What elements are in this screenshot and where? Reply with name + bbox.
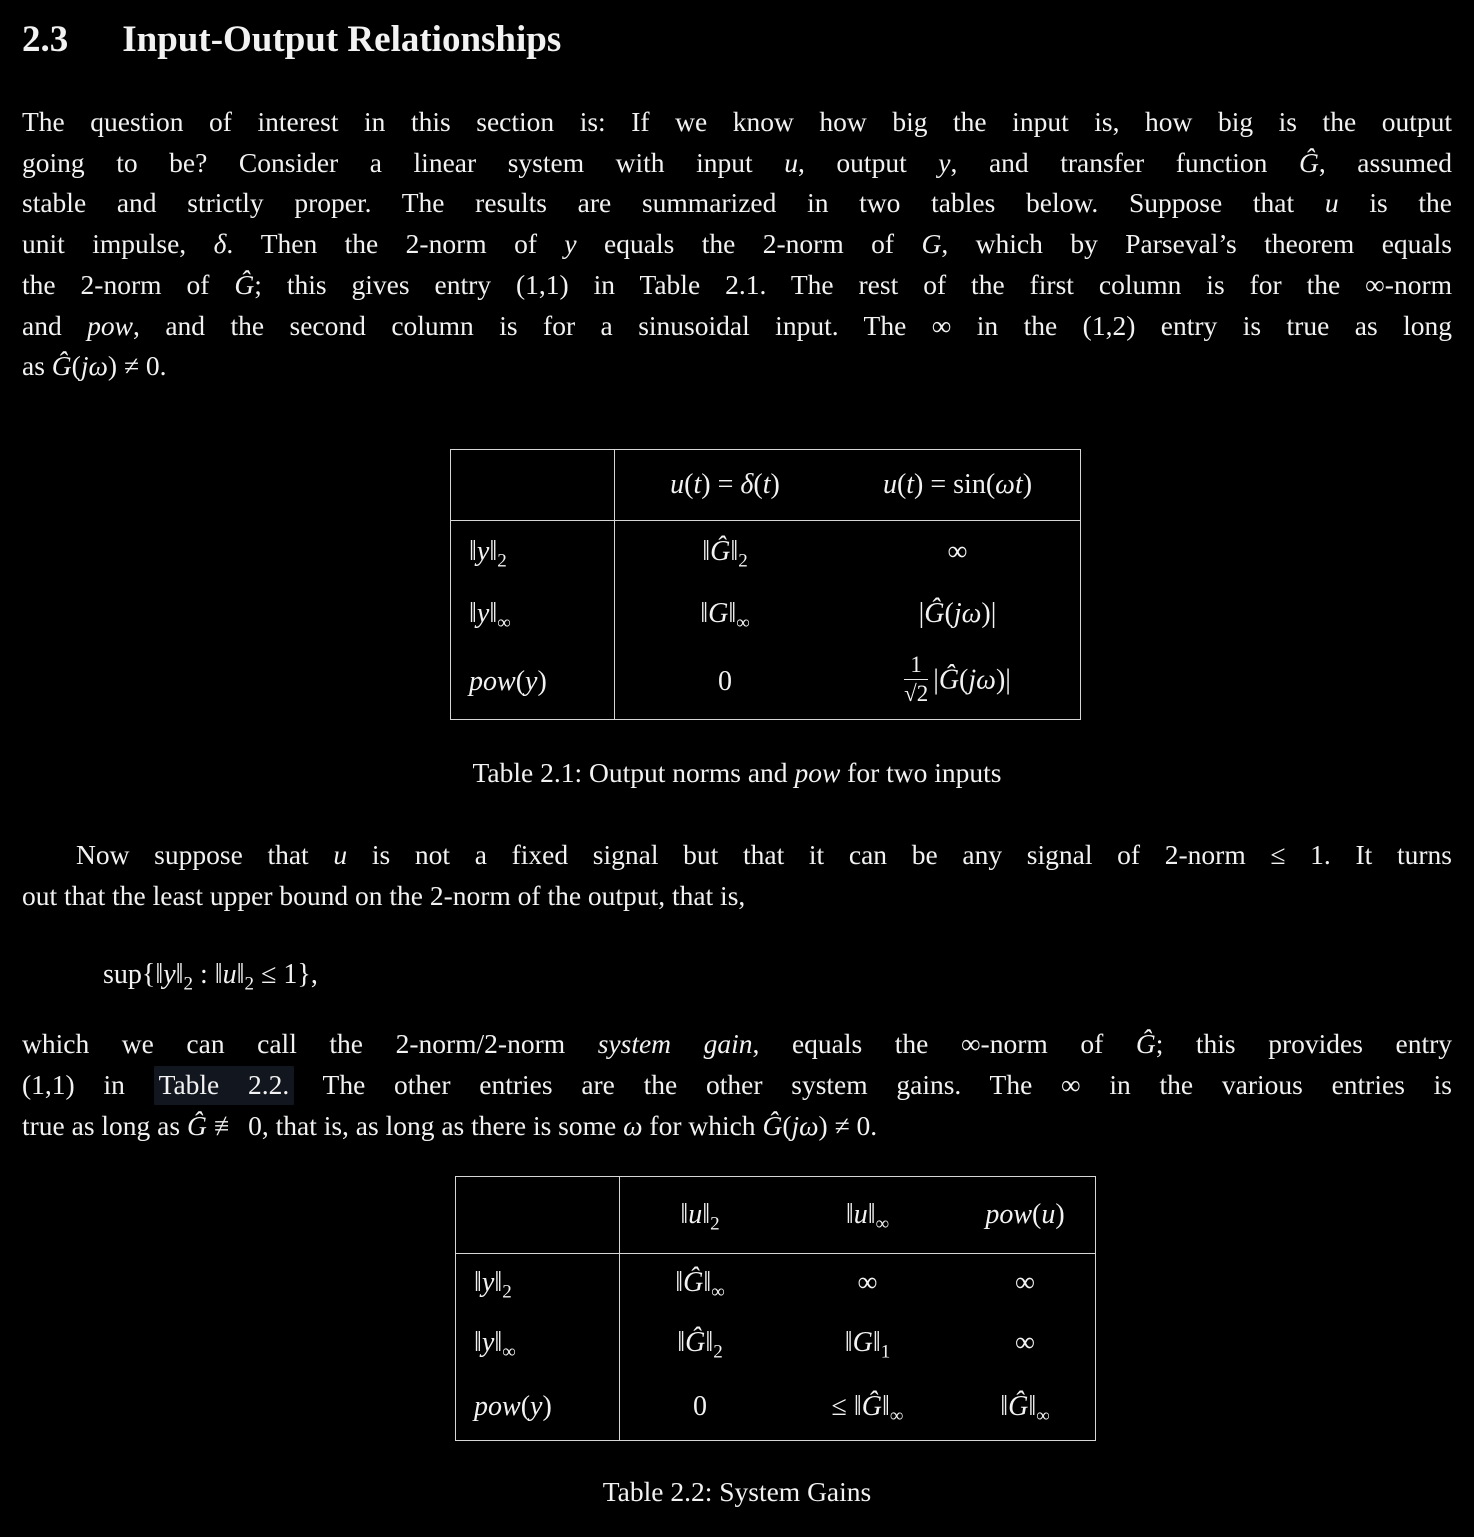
paragraph-line: out that the least upper bound on the 2-norm of the output, that is, — [22, 879, 746, 911]
table-row — [456, 1374, 1096, 1441]
paragraph-3 — [22, 1024, 1452, 1146]
paragraph-line: unit impulse, δ. Then the 2-norm of y equals the 2-norm of G, which by Parseval’s theorem equals — [22, 228, 1452, 260]
column-header: u(t) = δ(t) — [615, 449, 836, 520]
table-row — [456, 1312, 1096, 1374]
table-cell: $‖G‖_\infty$ — [700, 597, 750, 634]
table-cell: $‖Ĝ‖_\infty$ — [1000, 1391, 1050, 1428]
row-label: $‖y‖_2$ — [451, 520, 615, 583]
table-cell: $‖Ĝ‖_2$ — [677, 1327, 723, 1364]
table-row — [451, 520, 1081, 583]
table-header-row — [451, 449, 1081, 520]
section-title: Input-Output Relationships — [122, 19, 562, 60]
row-label: $‖y‖_\infty$ — [456, 1312, 620, 1374]
column-header: pow(u) — [955, 1177, 1096, 1254]
table-cell: ∞ — [857, 1267, 878, 1299]
paragraph-line: going to be? Consider a linear system with input u, output y, and transfer function Ĝ, assumed — [22, 146, 1453, 178]
table-cell: ∞ — [947, 535, 968, 567]
table-2-2-caption: Table 2.2: System Gains — [602, 1476, 872, 1508]
table-row — [451, 645, 1081, 720]
paragraph-line: the 2-norm of Ĝ; this gives entry (1,1) in Table 2.1. The rest of the first column is for the ∞-norm — [22, 268, 1452, 300]
paragraph-1 — [22, 102, 1452, 387]
table-cell: ≤ $‖Ĝ‖_\infty$ — [831, 1391, 904, 1428]
table-cell: $\frac{1}{√2}$ |Ĝ(jω)| — [904, 652, 1011, 707]
document-page — [0, 18, 1474, 1509]
table-row — [456, 1254, 1096, 1313]
row-label: pow(y) — [451, 645, 615, 720]
column-header: $‖u‖_\infty$ — [780, 1177, 955, 1254]
table-cell: $‖Ĝ‖_\infty$ — [675, 1267, 725, 1304]
table-cell: 0 — [693, 1391, 707, 1423]
table-2-1-caption: Table 2.1: Output norms and pow for two inputs — [472, 756, 1002, 788]
paragraph-line: Now suppose that u is not a fixed signal but that it can be any signal of 2-norm ≤ 1. It turns — [76, 838, 1452, 870]
table-cell: 0 — [718, 665, 732, 697]
table-2-1 — [450, 449, 1081, 720]
table-2-2-link[interactable]: Table 2.2. — [154, 1066, 295, 1105]
inline-equation: $sup\{‖y‖_2$ : $‖u‖_2 \le 1$}, — [103, 959, 318, 995]
table-header-row — [456, 1177, 1096, 1254]
paragraph-line: (1,1) in Table 2.2. The other entries are the other system gains. The ∞ in the various entries is — [22, 1065, 1452, 1106]
row-label: $‖y‖_2$ — [456, 1254, 620, 1313]
paragraph-line: which we can call the 2-norm/2-norm system gain, equals the ∞-norm of Ĝ; this provides entry — [22, 1028, 1452, 1060]
table-row — [451, 583, 1081, 645]
table-2-2 — [455, 1176, 1096, 1441]
paragraph-line: The question of interest in this section is: If we know how big the input is, how big is the output — [22, 106, 1452, 137]
section-number: 2.3 — [22, 19, 69, 60]
column-header — [451, 449, 615, 520]
table-cell: $‖Ĝ‖_2$ — [702, 535, 748, 572]
table-cell: ∞ — [1015, 1327, 1035, 1359]
section-heading — [22, 18, 1452, 62]
paragraph-2 — [22, 835, 1452, 916]
column-header — [456, 1177, 620, 1254]
column-header: $‖u‖_2$ — [620, 1177, 781, 1254]
row-label: $‖y‖_\infty$ — [451, 583, 615, 645]
table-cell: |Ĝ(jω)| — [918, 597, 997, 629]
row-label: pow(y) — [456, 1374, 620, 1441]
table-cell: ∞ — [1015, 1267, 1035, 1299]
paragraph-line: stable and strictly proper. The results are summarized in two tables below. Suppose that u is the — [22, 187, 1452, 219]
paragraph-line: and pow, and the second column is for a sinusoidal input. The ∞ in the (1,2) entry is true as long — [22, 309, 1452, 341]
column-header: u(t) = sin(ωt) — [835, 449, 1081, 520]
paragraph-line: true as long as Ĝ ≢ 0, that is, as long as there is some ω for which Ĝ(jω) ≠ 0. — [22, 1109, 878, 1141]
paragraph-line: as Ĝ(jω) ≠ 0. — [22, 350, 167, 382]
table-cell: $‖G‖_1$ — [844, 1327, 891, 1364]
